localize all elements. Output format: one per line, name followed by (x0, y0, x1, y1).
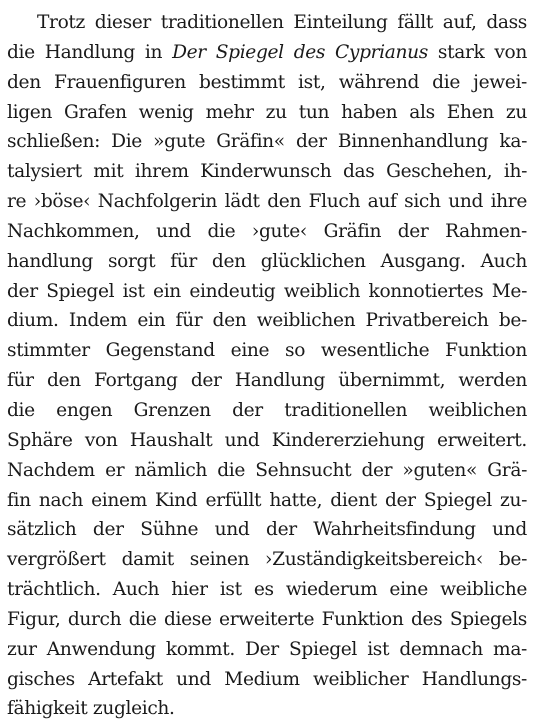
text-span: dium. Indem ein für den weiblichen Privatbereich be- (7, 310, 527, 332)
text-span: talysiert mit ihrem Kinderwunsch das Geschehen, ih- (7, 161, 527, 183)
text-line (7, 396, 527, 426)
text-line (7, 127, 527, 157)
text-line (7, 98, 527, 128)
text-span: re ›böse‹ Nachfolgerin lädt den Fluch auf sich und ihre (7, 191, 527, 213)
text-line (7, 605, 527, 635)
text-span: zur Anwendung kommt. Der Spiegel ist demnach ma- (7, 638, 527, 660)
text-line (7, 336, 527, 366)
text-span: stark von (427, 41, 527, 63)
document-page (7, 8, 527, 724)
text-line (7, 515, 527, 545)
text-span: trächtlich. Auch hier ist es wiederum eine weibliche (7, 579, 527, 601)
text-line (7, 665, 527, 695)
text-line (7, 247, 527, 277)
text-span: Trotz dieser traditionellen Einteilung fällt auf, dass (37, 12, 527, 33)
text-span: Figur, durch die diese erweiterte Funktion des Spiegels (7, 608, 527, 630)
text-span: fin nach einem Kind erfüllt hatte, dient der Spiegel zu- (7, 489, 527, 511)
text-span: schließen: Die »gute Gräfin« der Binnenhandlung ka- (7, 131, 527, 153)
text-span: die engen Grenzen der traditionellen weiblichen (7, 399, 527, 421)
text-line (7, 187, 527, 217)
text-span: Nachdem er nämlich die Sehnsucht der »guten« Grä- (7, 459, 527, 481)
text-span: den Frauenfiguren bestimmt ist, während die jewei- (7, 71, 527, 93)
text-line (7, 306, 527, 336)
text-span: die Handlung in (7, 41, 173, 63)
text-line (7, 8, 527, 38)
text-line (7, 545, 527, 575)
text-line (7, 68, 527, 98)
text-line (7, 366, 527, 396)
text-span: ligen Grafen wenig mehr zu tun haben als Ehen zu (7, 101, 527, 123)
text-span: handlung sorgt für den glücklichen Ausgang. Auch (7, 250, 527, 272)
text-span: Sphäre von Haushalt und Kindererziehung erweitert. (7, 429, 527, 451)
text-span: gisches Artefakt und Medium weiblicher Handlungs- (7, 668, 527, 690)
text-line (7, 426, 527, 456)
work-title: Der Spiegel des Cyprianus (172, 41, 428, 63)
text-line (7, 277, 527, 307)
text-span: fähigkeit zugleich. (7, 698, 175, 720)
text-span: vergrößert damit seinen ›Zuständigkeitsbereich‹ be- (7, 549, 527, 571)
text-span: für den Fortgang der Handlung übernimmt, werden (7, 370, 527, 392)
text-span: stimmter Gegenstand eine so wesentliche Funktion (7, 340, 527, 362)
text-line (7, 635, 527, 665)
text-line (7, 157, 527, 187)
text-line (7, 486, 527, 516)
text-span: sätzlich der Sühne und der Wahrheitsfindung und (7, 519, 527, 541)
text-line (7, 575, 527, 605)
text-line (7, 456, 527, 486)
text-span: der Spiegel ist ein eindeutig weiblich konnotiertes Me- (7, 280, 527, 302)
text-line (7, 217, 527, 247)
text-span: Nachkommen, und die ›gute‹ Gräfin der Rahmen- (7, 220, 527, 242)
body-paragraph (7, 8, 527, 724)
text-line (7, 694, 527, 724)
text-line (7, 38, 527, 68)
